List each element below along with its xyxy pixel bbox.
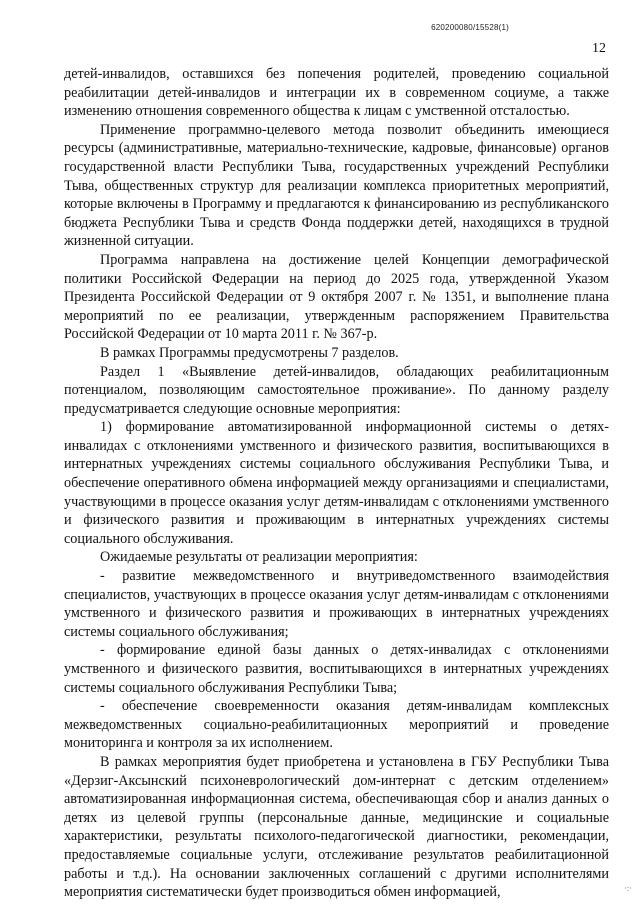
document-id: 620200080/15528(1) bbox=[431, 23, 509, 32]
list-item-result-2: - формирование единой базы данных о детях-инвалидах с отклонениями умственного и физического развития, воспитывающихся в интернатных учреждениях системы социального обслуживания Республики Тыва; bbox=[64, 642, 609, 696]
paragraph-program-goals: Программа направлена на достижение целей Концепции демографической политики Российской Федерации на период до 2025 года, утвержденной Указом Президента Российской Федерации от 9 октября 2007 г. № 1351, и выполнение плана мероприятий по ее реализации, утвержденным распоряжением Правительства Российской Федерации от 10 марта 2011 г. № 367-р. bbox=[64, 251, 609, 343]
paragraph-expected-results: Ожидаемые результаты от реализации мероприятия: bbox=[100, 549, 418, 566]
paragraph-measure-1: 1) формирование автоматизированной информационной системы о детях-инвалидах с отклонениями умственного и физического развития, воспитывающихся в интернатных учреждениях системы социального обслуживания Республики Тыва, и обеспечение оперативного обмена информацией между организациями и специалистами, участвующими в процессе оказания услуг детям-инвалидам с отклонениями умственного и физического развития и проживающим в интернатных учреждениях системы социального обслуживания. bbox=[64, 419, 609, 547]
document-body bbox=[64, 65, 609, 902]
paragraph-continuation: детей-инвалидов, оставшихся без попечения родителей, проведению социальной реабилитации детей-инвалидов и интеграции их в современном социуме, а также изменению отношения современного общества к лицам с умственной отсталостью. bbox=[64, 66, 609, 120]
paragraph-section-1: Раздел 1 «Выявление детей-инвалидов, обладающих реабилитационным потенциалом, позволяющим самостоятельное проживание». По данному разделу предусматривается следующие основные мероприятия: bbox=[64, 363, 609, 417]
paragraph-program-method: Применение программно-целевого метода позволит объединить имеющиеся ресурсы (административные, материально-технические, кадровые, финансовые) органов государственной власти Республики Тыва, государственных учреждений Республики Тыва, общественных структур для реализации комплекса приоритетных мероприятий, которые включены в Программу и предлагаются к финансированию из республиканского бюджета Республики Тыва и средств Фонда поддержки детей, находящихся в трудной жизненной ситуации. bbox=[64, 121, 609, 250]
list-item-result-1: - развитие межведомственного и внутриведомственного взаимодействия специалистов, участвующих в процессе оказания услуг детям-инвалидам с отклонениями умственного и физического развития и проживающих в интернатных учреждениях системы социального обслуживания; bbox=[64, 568, 609, 640]
paragraph-system-installation: В рамках мероприятия будет приобретена и установлена в ГБУ Республики Тыва «Дерзиг-Аксынский психоневрологический дом-интернат с детским отделением» автоматизированная информационная система, обеспечивающая сбор и анализ данных о детях из целевой группы (персональные данные, медицинские и социальные характеристики, результаты психолого-педагогической диагностики, рекомендации, предоставляемые социальные услуги, отслеживание результатов реабилитационной работы и т.д.). На основании заключенных соглашений с другими исполнителями мероприятия систематически будет производиться обмен информацией, bbox=[64, 753, 609, 901]
paragraph-sections-count: В рамках Программы предусмотрены 7 разделов. bbox=[100, 344, 399, 361]
scan-artifact-mark: ·:· bbox=[624, 884, 632, 893]
page-number: 12 bbox=[592, 41, 606, 56]
list-item-result-3: - обеспечение своевременности оказания детям-инвалидам комплексных межведомственных социально-реабилитационных мероприятий и проведение мониторинга и контроля за их исполнением. bbox=[64, 698, 609, 752]
